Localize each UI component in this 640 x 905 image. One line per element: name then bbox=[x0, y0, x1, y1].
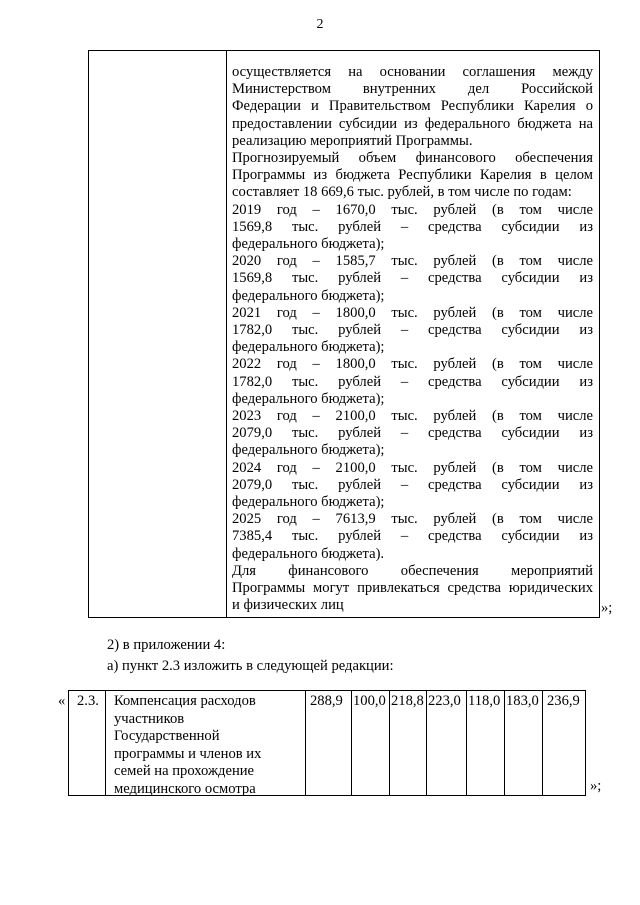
column-divider bbox=[426, 691, 427, 795]
text-line: реализацию мероприятий Программы. bbox=[232, 132, 473, 149]
value-cell: 183,0 bbox=[506, 693, 539, 709]
column-divider bbox=[542, 691, 543, 795]
closing-quote: »; bbox=[601, 600, 613, 616]
measure-table bbox=[68, 690, 586, 796]
measure-name-line: семей на прохождение bbox=[114, 763, 255, 780]
measure-name-line: Компенсация расходов bbox=[114, 693, 256, 709]
text-line: 2079,0 тыс. рублей – средства субсидии из bbox=[232, 476, 593, 493]
measure-name bbox=[114, 693, 304, 799]
text-line: Федерации и Правительством Республики Карелия о bbox=[232, 98, 593, 115]
column-divider bbox=[466, 691, 467, 795]
financing-description-cell bbox=[232, 64, 593, 615]
text-line: 2024 год – 2100,0 тыс. рублей (в том числе bbox=[232, 459, 593, 476]
text-line: 2022 год – 1800,0 тыс. рублей (в том числе bbox=[232, 356, 593, 373]
text-line: Для финансового обеспечения мероприятий bbox=[232, 562, 593, 579]
text-line: федерального бюджета). bbox=[232, 545, 385, 562]
text-line: 1782,0 тыс. рублей – средства субсидии из bbox=[232, 373, 593, 390]
passport-table bbox=[88, 50, 600, 618]
text-line: федерального бюджета); bbox=[232, 494, 385, 511]
text-line: Программы из бюджета Республики Карелия в целом bbox=[232, 167, 593, 184]
text-line: 1782,0 тыс. рублей – средства субсидии из bbox=[232, 322, 593, 339]
text-line: 1569,8 тыс. рублей – средства субсидии из bbox=[232, 270, 593, 287]
value-cell: 236,9 bbox=[547, 693, 580, 709]
text-line: 2079,0 тыс. рублей – средства субсидии из bbox=[232, 425, 593, 442]
text-line: 1569,8 тыс. рублей – средства субсидии из bbox=[232, 218, 593, 235]
row-number: 2.3. bbox=[77, 693, 99, 709]
measure-name-line: медицинского осмотра bbox=[114, 780, 256, 797]
text-line: федерального бюджета); bbox=[232, 339, 385, 356]
item-2-heading: 2) в приложении 4: bbox=[107, 637, 226, 653]
column-divider bbox=[504, 691, 505, 795]
measure-name-line: Государственной bbox=[114, 728, 220, 745]
measure-name-line: программы и членов их bbox=[114, 745, 262, 762]
text-line: 7385,4 тыс. рублей – средства субсидии из bbox=[232, 528, 593, 545]
page-number: 2 bbox=[316, 17, 324, 32]
column-divider bbox=[105, 691, 106, 795]
closing-quote: »; bbox=[590, 778, 602, 794]
text-line: 2025 год – 7613,9 тыс. рублей (в том числе bbox=[232, 511, 593, 528]
text-line: федерального бюджета); bbox=[232, 236, 385, 253]
text-line: предоставлении субсидии из федерального бюджета на bbox=[232, 115, 593, 132]
text-line: и физических лиц bbox=[232, 597, 344, 614]
item-a-heading: а) пункт 2.3 изложить в следующей редакции: bbox=[107, 658, 394, 674]
column-divider bbox=[305, 691, 306, 795]
text-line: федерального бюджета); bbox=[232, 442, 385, 459]
text-line: федерального бюджета); bbox=[232, 390, 385, 407]
column-divider bbox=[226, 51, 227, 617]
text-line: 2023 год – 2100,0 тыс. рублей (в том числе bbox=[232, 408, 593, 425]
value-cell: 118,0 bbox=[468, 693, 501, 709]
text-line: 2021 год – 1800,0 тыс. рублей (в том числе bbox=[232, 304, 593, 321]
text-line: федерального бюджета); bbox=[232, 287, 385, 304]
measure-name-line: участников bbox=[114, 710, 185, 727]
text-line: 2020 год – 1585,7 тыс. рублей (в том числе bbox=[232, 253, 593, 270]
text-line: Программы могут привлекаться средства юридических bbox=[232, 580, 593, 597]
column-divider bbox=[389, 691, 390, 795]
column-divider bbox=[351, 691, 352, 795]
opening-quote: « bbox=[58, 693, 66, 709]
value-cell: 100,0 bbox=[353, 693, 386, 709]
text-line: Прогнозируемый объем финансового обеспечения bbox=[232, 150, 593, 167]
value-cell: 218,8 bbox=[391, 693, 424, 709]
text-line: Министерством внутренних дел Российской bbox=[232, 81, 593, 98]
text-line: 2019 год – 1670,0 тыс. рублей (в том числе bbox=[232, 201, 593, 218]
value-cell: 288,9 bbox=[310, 693, 343, 709]
value-cell: 223,0 bbox=[428, 693, 461, 709]
text-line: осуществляется на основании соглашения между bbox=[232, 64, 593, 80]
text-line: составляет 18 669,6 тыс. рублей, в том числе по годам: bbox=[232, 184, 572, 201]
